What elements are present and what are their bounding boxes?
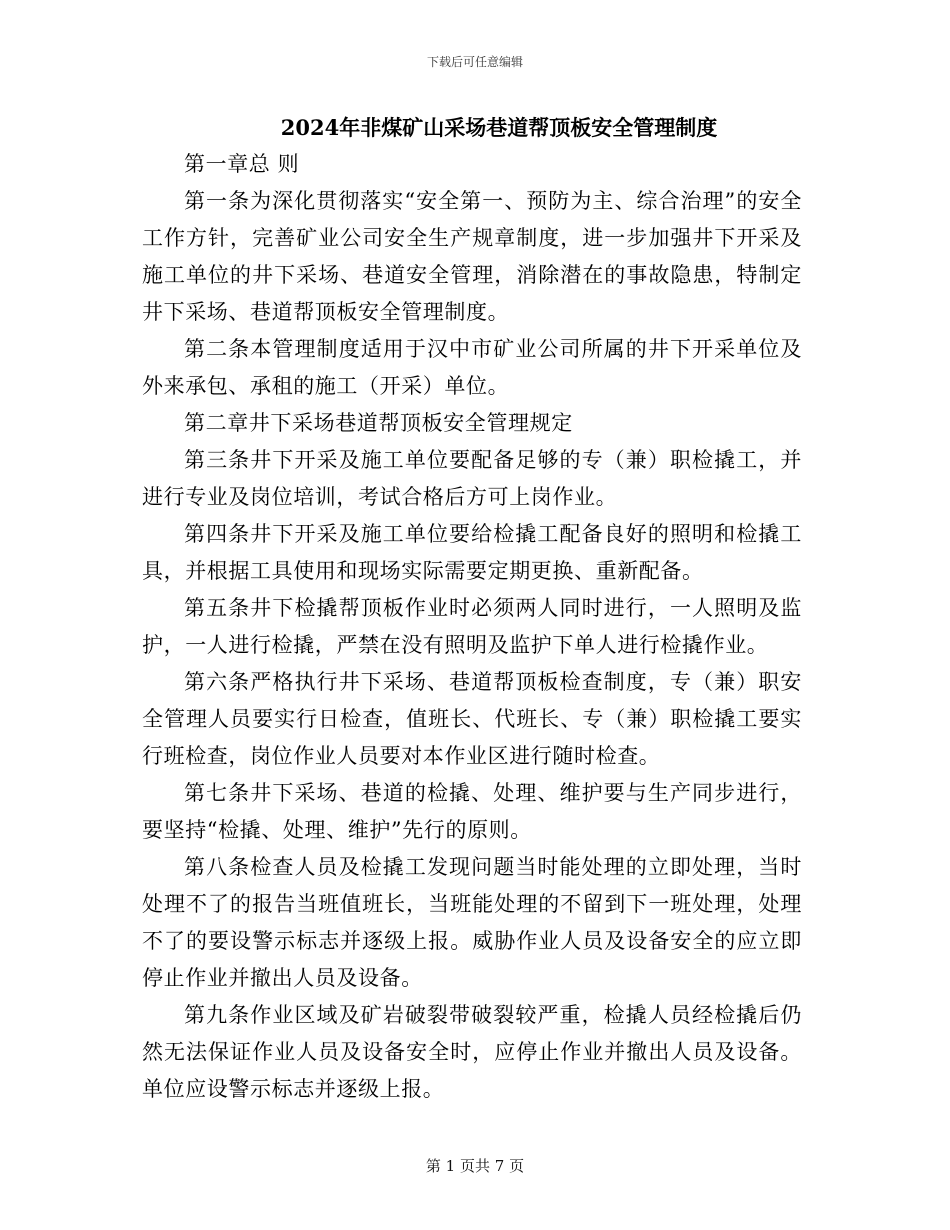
- document-title: 2024年非煤矿山采场巷道帮顶板安全管理制度: [280, 115, 718, 140]
- chapter-heading-1: 第一章总 则: [184, 152, 300, 176]
- document-body: [142, 146, 802, 1108]
- article-7: 第七条井下采场、巷道的检撬、处理、维护要与生产同步进行，要坚持“检撬、处理、维护”先行的原则。: [142, 781, 802, 842]
- article-3: 第三条井下开采及施工单位要配备足够的专（兼）职检撬工，并进行专业及岗位培训，考试合格后方可上岗作业。: [142, 448, 802, 509]
- article-1: 第一条为深化贯彻落实“安全第一、预防为主、综合治理”的安全工作方针，完善矿业公司安全生产规章制度，进一步加强井下开采及施工单位的井下采场、巷道安全管理，消除潜在的事故隐患，特制定井下采场、巷道帮顶板安全管理制度。: [142, 189, 802, 324]
- article-4: 第四条井下开采及施工单位要给检撬工配备良好的照明和检撬工具，并根据工具使用和现场实际需要定期更换、重新配备。: [142, 522, 802, 583]
- article-2: 第二条本管理制度适用于汉中市矿业公司所属的井下开采单位及外来承包、承租的施工（开采）单位。: [142, 337, 802, 398]
- article-8: 第八条检查人员及检撬工发现问题当时能处理的立即处理，当时处理不了的报告当班值班长，当班能处理的不留到下一班处理，处理不了的要设警示标志并逐级上报。威胁作业人员及设备安全的应立即停止作业并撤出人员及设备。: [142, 855, 802, 990]
- page-header-note: 下载后可任意编辑: [426, 55, 523, 69]
- article-5: 第五条井下检撬帮顶板作业时必须两人同时进行，一人照明及监护，一人进行检撬，严禁在没有照明及监护下单人进行检撬作业。: [142, 596, 802, 657]
- page-number-footer: 第 1 页共 7 页: [425, 1157, 525, 1175]
- article-9: 第九条作业区域及矿岩破裂带破裂较严重，检撬人员经检撬后仍然无法保证作业人员及设备安全时，应停止作业并撤出人员及设备。单位应设警示标志并逐级上报。: [142, 1003, 802, 1101]
- chapter-heading-2: 第二章井下采场巷道帮顶板安全管理规定: [184, 411, 573, 435]
- article-6: 第六条严格执行井下采场、巷道帮顶板检查制度，专（兼）职安全管理人员要实行日检查，值班长、代班长、专（兼）职检撬工要实行班检查，岗位作业人员要对本作业区进行随时检查。: [142, 670, 802, 768]
